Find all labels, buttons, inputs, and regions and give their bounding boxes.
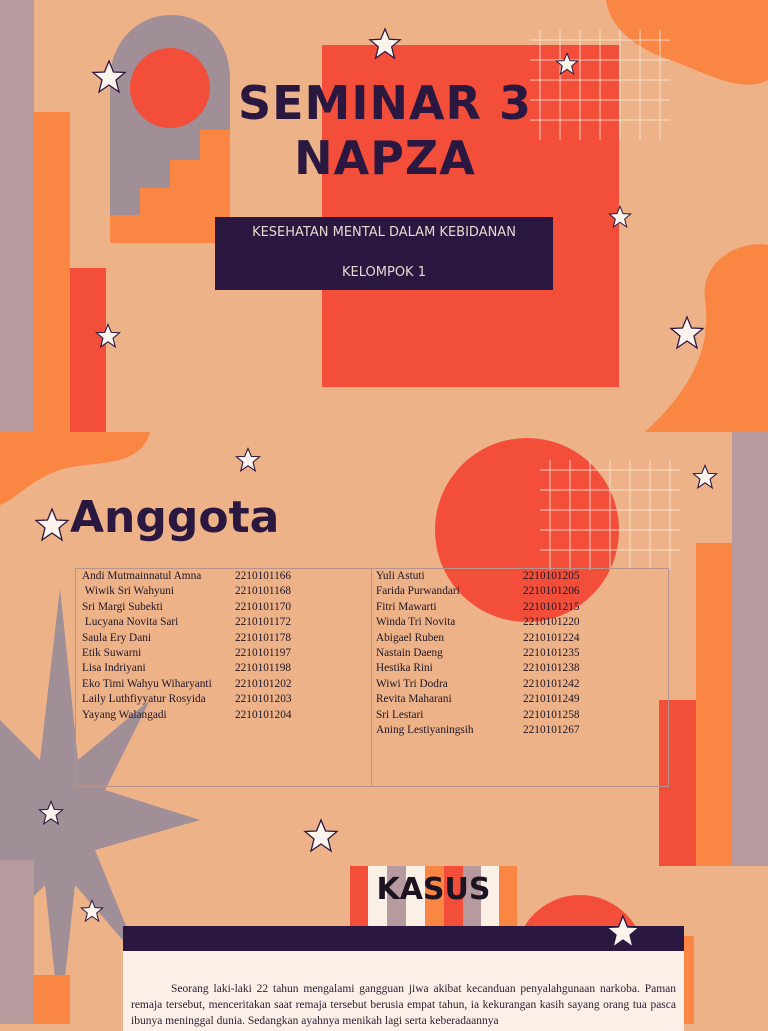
member-row [376, 661, 661, 676]
member-name: Winda Tri Novita [376, 616, 456, 629]
star-icon [605, 914, 641, 950]
member-name: Sri Margi Subekti [82, 600, 163, 613]
member-id: 2210101203 [235, 693, 292, 706]
star-icon [235, 447, 261, 473]
course-subtitle: KESEHATAN MENTAL DALAM KEBIDANAN [252, 225, 516, 240]
members-table [75, 568, 669, 787]
member-id: 2210101215 [523, 600, 580, 613]
page-title-line-1: SEMINAR 3 [238, 76, 532, 130]
members-column-right [376, 569, 661, 738]
member-name: Abigael Ruben [376, 631, 445, 644]
star-icon [38, 800, 64, 826]
member-row [376, 584, 661, 599]
member-name: Revita Maharani [376, 693, 452, 706]
member-name: Wiwi Tri Dodra [376, 677, 448, 690]
case-header-bar [123, 926, 684, 951]
member-id: 2210101220 [523, 616, 580, 629]
member-name: Sri Lestari [376, 708, 424, 721]
member-row [376, 723, 661, 738]
star-icon [669, 315, 705, 351]
member-id: 2210101202 [235, 677, 292, 690]
member-name: Laily Luthfiyyatur Rosyida [82, 693, 206, 706]
case-paragraph: Seorang laki-laki 22 tahun mengalami gangguan jiwa akibat kecanduan penyalahgunaan narkoba. Paman remaja tersebut, menceritakan saat remaja tersebut berusia empat tahun, ia kekurangan kasih sayang orang tua pasca ibunya meninggal dunia. Sedangkan ayahnya menikah lagi serta keberadaannya [131, 983, 676, 1027]
member-id: 2210101198 [235, 662, 292, 675]
page-title-line-2: NAPZA [294, 131, 476, 185]
star-icon [368, 27, 402, 61]
member-row [376, 569, 661, 584]
member-row [82, 584, 367, 599]
star-icon [692, 464, 718, 490]
member-name: Hestika Rini [376, 662, 433, 675]
member-id: 2210101204 [235, 708, 292, 721]
member-id: 2210101242 [523, 677, 580, 690]
member-id: 2210101258 [523, 708, 580, 721]
member-row [82, 692, 367, 707]
member-id: 2210101197 [235, 646, 292, 659]
member-name: Saula Ery Dani [82, 631, 152, 644]
member-name: Aning Lestiyaningsih [376, 723, 474, 736]
case-heading: KASUS [376, 872, 491, 907]
star-icon [91, 59, 127, 95]
members-column-left [82, 569, 367, 723]
member-name: Etik Suwarni [82, 646, 142, 659]
member-id: 2210101178 [235, 631, 292, 644]
member-row [82, 631, 367, 646]
star-icon [95, 323, 121, 349]
member-id: 2210101166 [235, 570, 292, 582]
member-name: Andi Mutmainnatul Amna [82, 570, 202, 582]
member-row [82, 646, 367, 661]
members-divider [371, 569, 372, 786]
member-name: Lucyana Novita Sari [82, 616, 179, 629]
member-name: Nastain Daeng [376, 646, 443, 659]
star-icon [555, 52, 579, 76]
member-id: 2210101235 [523, 646, 580, 659]
member-row [376, 708, 661, 723]
member-id: 2210101206 [523, 585, 580, 598]
member-id: 2210101249 [523, 693, 580, 706]
member-id: 2210101267 [523, 723, 580, 736]
member-name: Eko Timi Wahyu Wiharyanti [82, 677, 212, 690]
member-name: Fitri Mawarti [376, 600, 437, 613]
member-row [376, 600, 661, 615]
case-body [123, 951, 684, 1031]
member-row [376, 631, 661, 646]
member-name: Farida Purwandari [376, 585, 460, 598]
member-id: 2210101224 [523, 631, 580, 644]
star-icon [80, 899, 104, 923]
star-icon [608, 205, 632, 229]
member-row [82, 615, 367, 630]
member-name: Yayang Walangadi [82, 708, 167, 721]
star-icon [303, 818, 339, 854]
member-id: 2210101238 [523, 662, 580, 675]
member-row [82, 661, 367, 676]
member-name: Lisa Indriyani [82, 662, 146, 675]
member-row [82, 708, 367, 723]
star-icon [34, 507, 70, 543]
member-row [376, 646, 661, 661]
member-row [376, 615, 661, 630]
member-id: 2210101168 [235, 585, 292, 598]
group-label: KELOMPOK 1 [342, 265, 426, 280]
member-id: 2210101170 [235, 600, 292, 613]
member-row [376, 692, 661, 707]
orange-blob-right [645, 244, 768, 432]
subtitle-box [215, 217, 553, 290]
member-name: Wiwik Sri Wahyuni [82, 585, 175, 598]
member-row [82, 600, 367, 615]
member-row [376, 677, 661, 692]
mauve-strip-left-top [0, 0, 34, 432]
member-id: 2210101172 [235, 616, 292, 629]
member-row [82, 569, 367, 584]
member-row [82, 677, 367, 692]
member-name: Yuli Astuti [376, 570, 425, 582]
member-id: 2210101205 [523, 570, 580, 582]
members-heading: Anggota [70, 492, 280, 543]
